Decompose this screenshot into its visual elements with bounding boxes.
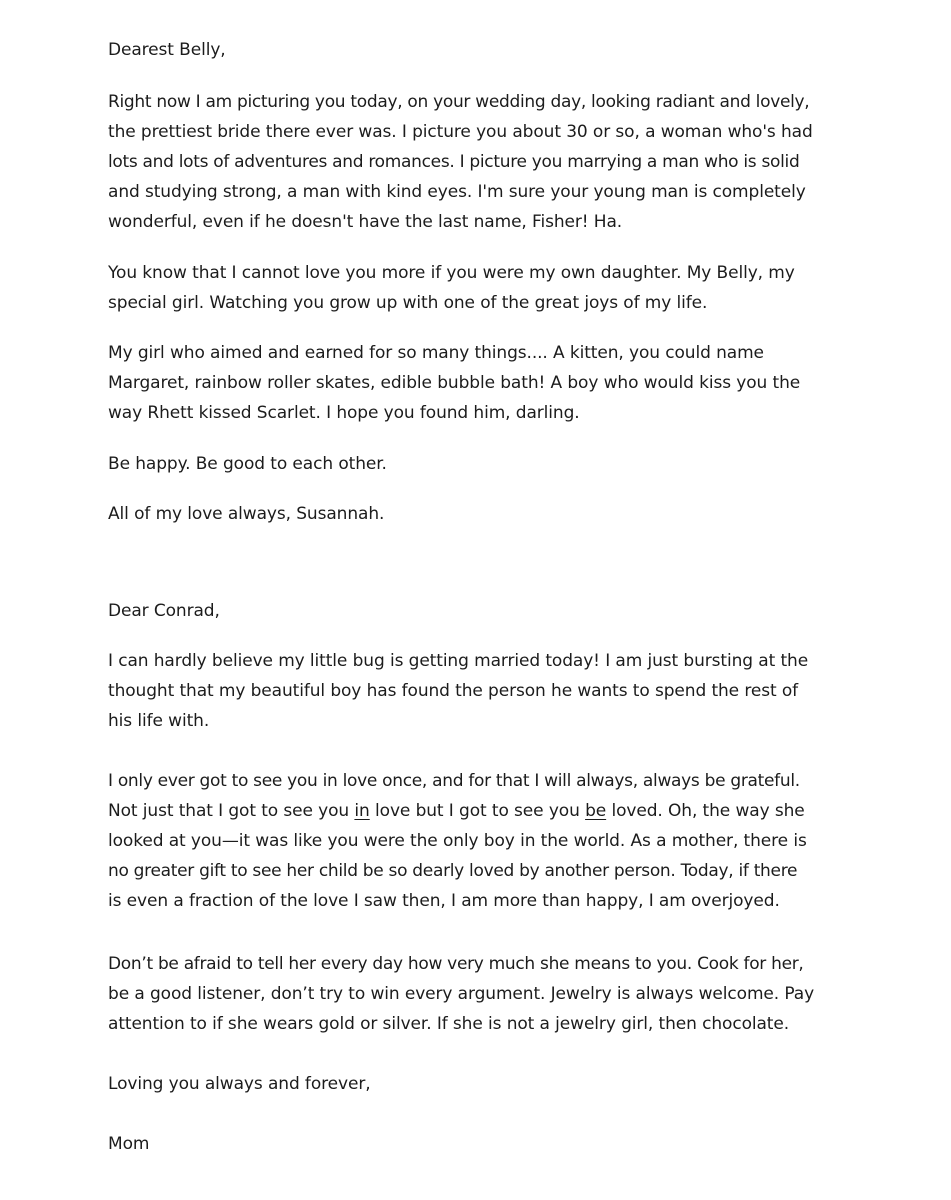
- letter1-para3-line3: way Rhett kissed Scarlet. I hope you found him, darling.: [108, 403, 580, 423]
- letter2-signature: Mom: [108, 1134, 150, 1154]
- letter2-para2-line2-part2: love but I got to see you: [369, 801, 586, 821]
- letter2-para2-line2-part1: Not just that I got to see you: [108, 801, 355, 821]
- emphasis-be: be: [585, 801, 607, 821]
- letter2-para2-line2-part3: loved. Oh, the way she: [606, 801, 805, 821]
- letter1-para1-line2: the prettiest bride there ever was. I picture you about 30 or so, a woman who's had: [108, 122, 813, 142]
- letter1-para3-line1: My girl who aimed and earned for so many things.... A kitten, you could name: [108, 343, 764, 363]
- letter1-salutation: Dearest Belly,: [108, 40, 226, 60]
- letter2-para1-line2: thought that my beautiful boy has found the person he wants to spend the rest of: [108, 681, 799, 701]
- letter1-para1-line4: and studying strong, a man with kind eyes. I'm sure your young man is completely: [108, 182, 806, 202]
- letter2-para2-line5: is even a fraction of the love I saw then, I am more than happy, I am overjoyed.: [108, 891, 780, 911]
- letter1-para1-line3: lots and lots of adventures and romances. I picture you marrying a man who is solid: [108, 152, 800, 172]
- letter1-closing: All of my love always, Susannah.: [108, 504, 385, 524]
- letter1-para1-line1: Right now I am picturing you today, on your wedding day, looking radiant and lovely,: [108, 92, 810, 112]
- letter2-para3-line2: be a good listener, don’t try to win every argument. Jewelry is always welcome. Pay: [108, 984, 815, 1004]
- letter2-para2-line2: [108, 800, 805, 822]
- letter1-para1-line5: wonderful, even if he doesn't have the last name, Fisher! Ha.: [108, 212, 623, 232]
- letter2-para2-line3: looked at you—it was like you were the only boy in the world. As a mother, there is: [108, 831, 807, 851]
- letter1-para3-line2: Margaret, rainbow roller skates, edible bubble bath! A boy who would kiss you the: [108, 373, 801, 393]
- letter2-closing: Loving you always and forever,: [108, 1074, 371, 1094]
- letter2-para2-line4: no greater gift to see her child be so dearly loved by another person. Today, if there: [108, 861, 798, 881]
- letter1-para2-line1: You know that I cannot love you more if you were my own daughter. My Belly, my: [108, 263, 795, 283]
- letter2-salutation: Dear Conrad,: [108, 601, 220, 621]
- letter2-para2-line1: I only ever got to see you in love once, and for that I will always, always be grateful.: [108, 771, 800, 791]
- emphasis-in: in: [354, 801, 370, 821]
- letter1-para2-line2: special girl. Watching you grow up with one of the great joys of my life.: [108, 293, 708, 313]
- letter2-para3-line1: Don’t be afraid to tell her every day how very much she means to you. Cook for her,: [108, 954, 804, 974]
- letter2-para1-line3: his life with.: [108, 711, 210, 731]
- letter2-para3-line3: attention to if she wears gold or silver. If she is not a jewelry girl, then chocolate.: [108, 1014, 790, 1034]
- letter2-para1-line1: I can hardly believe my little bug is getting married today! I am just bursting at the: [108, 651, 809, 671]
- letter1-para4: Be happy. Be good to each other.: [108, 454, 387, 474]
